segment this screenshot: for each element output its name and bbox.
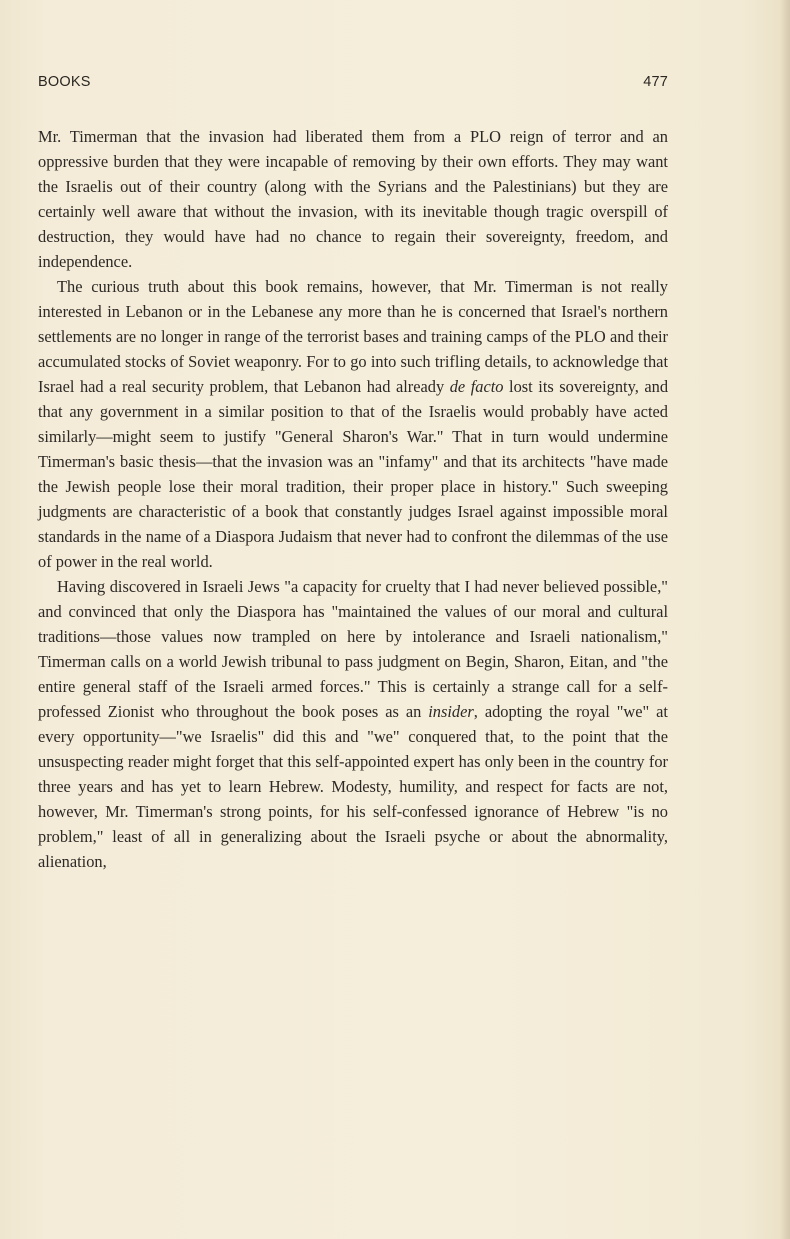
paragraph-2: [38, 274, 668, 574]
page-edge-shadow: [780, 0, 790, 1239]
paragraph-3-text-a: Having discovered in Israeli Jews "a capacity for cruelty that I had never believed possible," and convinced that only the Diaspora has "maintained the values of our moral and cultural traditions—those values now trampled on here by intolerance and Israeli nationalism," Timerman calls on a world Jewish tribunal to pass judgment on Begin, Sharon, Eitan, and "the entire general staff of the Israeli armed forces." This is certainly a strange call for a self-professed Zionist who throughout the book poses as an: [38, 577, 668, 721]
paragraph-2-text-b: lost its sovereignty, and that any government in a similar position to that of the Israelis would probably have acted similarly—might seem to justify "General Sharon's War." That in turn would undermine Timerman's basic thesis—that the invasion was an "infamy" and that its architects "have made the Jewish people lose their moral tradition, their proper place in history." Such sweeping judgments are characteristic of a book that constantly judges Israel against impossible moral standards in the name of a Diaspora Judaism that never had to confront the dilemmas of the use of power in the real world.: [38, 377, 669, 571]
paragraph-3: [38, 574, 668, 874]
paragraph-2-italic: de facto: [449, 377, 504, 396]
paragraph-2-text-a: The curious truth about this book remains, however, that Mr. Timerman is not really interested in Lebanon or in the Lebanese any more than he is concerned that Israel's northern settlements are no longer in range of the terrorist bases and training camps of the PLO and their accumulated stocks of Soviet weaponry. For to go into such trifling details, to acknowledge that Israel had a real security problem, that Lebanon had already: [38, 277, 668, 396]
paragraph-1: [38, 124, 668, 274]
paragraph-3-italic: insider: [428, 702, 474, 721]
page-header: [38, 74, 668, 94]
body-text: [38, 124, 668, 874]
page-number: 477: [643, 74, 668, 90]
paragraph-1-text: Mr. Timerman that the invasion had liberated them from a PLO reign of terror and an oppressive burden that they were incapable of removing by their own efforts. They may want the Israelis out of their country (along with the Syrians and the Palestinians) but they are certainly well aware that without the invasion, with its inevitable though tragic overspill of destruction, they would have had no chance to regain their sovereignty, freedom, and independence.: [38, 127, 668, 271]
paragraph-3-text-b: , adopting the royal "we" at every opportunity—"we Israelis" did this and "we" conquered that, to the point that the unsuspecting reader might forget that this self-appointed expert has only been in the country for three years and has yet to learn Hebrew. Modesty, humility, and respect for facts are not, however, Mr. Timerman's strong points, for his self-confessed ignorance of Hebrew "is no problem," least of all in generalizing about the Israeli psyche or about the abnormality, alienation,: [38, 702, 668, 871]
running-head: BOOKS: [38, 74, 91, 90]
